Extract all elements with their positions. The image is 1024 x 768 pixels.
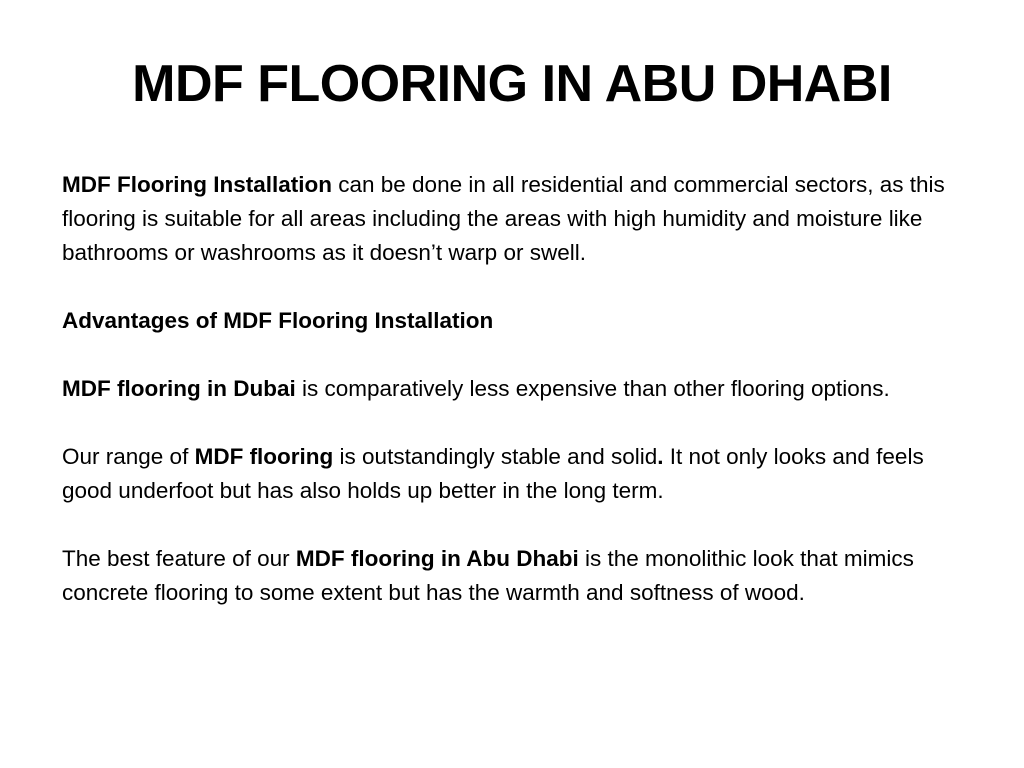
dubai-heading: MDF flooring in Dubai	[62, 376, 296, 401]
installation-heading: MDF Flooring Installation	[62, 172, 332, 197]
slide-body	[62, 168, 967, 610]
installation-text: can be done in all residential and commercial sectors, as this flooring is suitable for all areas including the areas with high humidity and moisture like bathrooms or washrooms as it doesn’t warp or swell.	[62, 172, 945, 265]
paragraph-dubai	[62, 372, 967, 406]
paragraph-installation	[62, 168, 967, 270]
best-feature-text-b: is the monolithic look that mimics concrete flooring to some extent but has the warmth and softness of wood.	[62, 546, 914, 605]
range-bold-a: MDF flooring	[194, 444, 334, 469]
best-feature-bold: MDF flooring in Abu Dhabi	[295, 546, 579, 571]
paragraph-best-feature	[62, 542, 967, 610]
best-feature-text-a: The best feature of our	[62, 546, 296, 571]
range-bold-b: .	[657, 444, 664, 469]
dubai-text: is comparatively less expensive than other flooring options.	[295, 376, 890, 401]
range-text-a: Our range of	[62, 444, 195, 469]
slide-title: MDF FLOORING IN ABU DHABI	[132, 55, 892, 113]
range-text-c: It not only looks and feels good underfoot but has also holds up better in the long term.	[62, 444, 924, 503]
advantages-heading: Advantages of MDF Flooring Installation	[62, 308, 494, 333]
paragraph-advantages-heading	[62, 304, 967, 338]
range-text-b: is outstandingly stable and solid	[333, 444, 658, 469]
paragraph-range	[62, 440, 967, 508]
